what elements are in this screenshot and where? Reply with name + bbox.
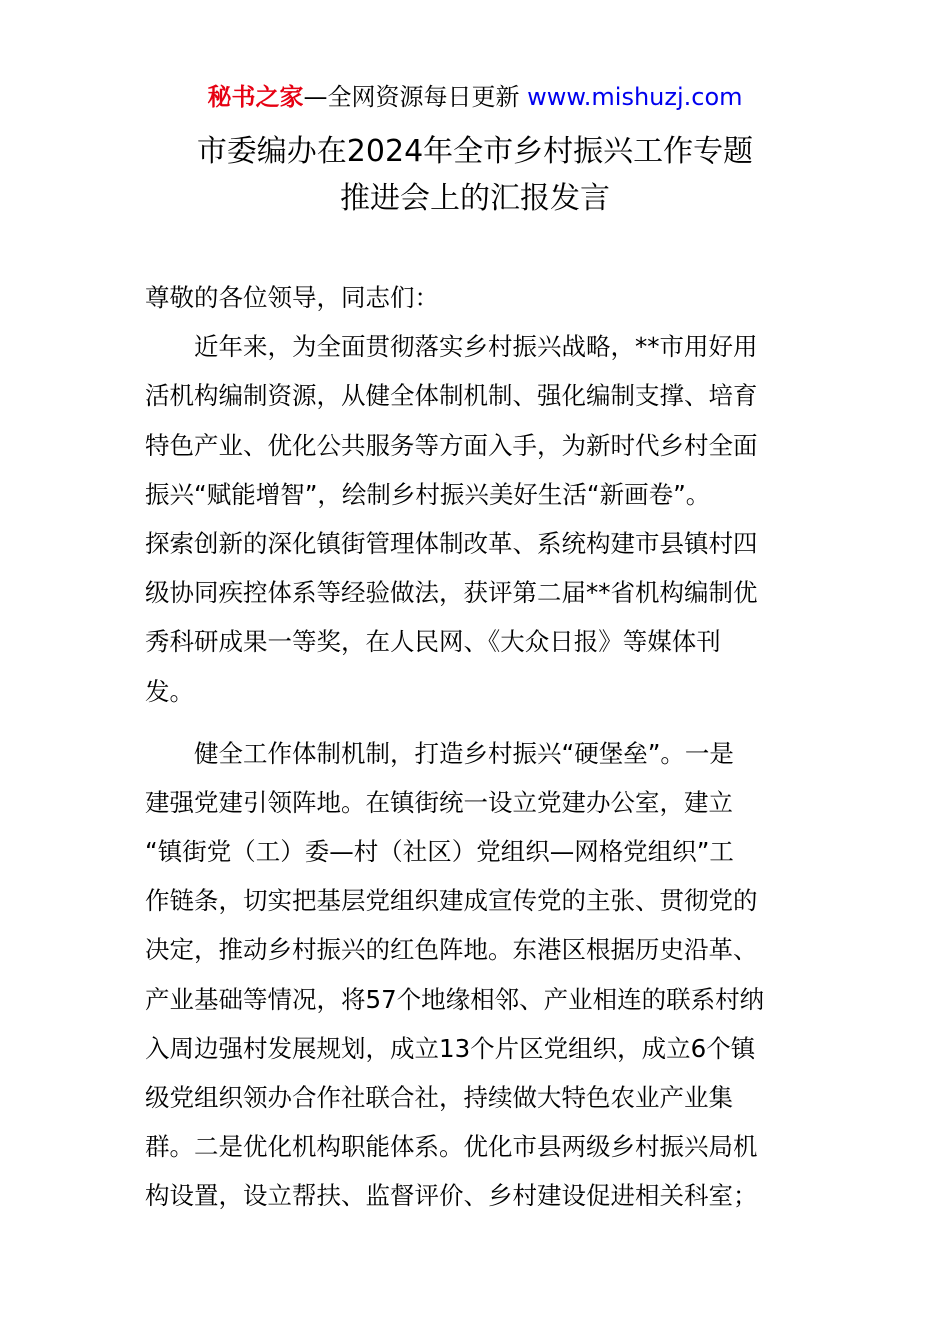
paragraph-line: 构设置，设立帮扶、监督评价、乡村建设促进相关科室；	[145, 1181, 758, 1211]
brand-name: 秘书之家	[207, 83, 304, 111]
title-line-1: 市委编办在2024年全市乡村振兴工作专题	[196, 134, 754, 169]
paragraph-line: “镇街党（工）委—村（社区）党组织—网格党组织”工	[145, 837, 734, 867]
paragraph-1	[145, 322, 810, 716]
paragraph-line: 决定，推动乡村振兴的红色阵地。东港区根据历史沿革、	[145, 935, 758, 965]
paragraph-line: 产业基础等情况，将57个地缘相邻、产业相连的联系村纳	[145, 984, 765, 1014]
paragraph-line: 近年来，为全面贯彻落实乡村振兴战略，**市用好用	[194, 332, 758, 362]
paragraph-line: 探索创新的深化镇街管理体制改革、系统构建市县镇村四	[145, 528, 758, 558]
paragraph-line: 建强党建引领阵地。在镇街统一设立党建办公室，建立	[145, 787, 733, 817]
paragraph-2	[145, 729, 810, 1221]
paragraph-line: 健全工作体制机制，打造乡村振兴“硬堡垒”。一是	[194, 738, 734, 768]
salutation: 尊敬的各位领导，同志们：	[145, 283, 439, 312]
paragraph-line: 级党组织领办合作社联合社，持续做大特色农业产业集	[145, 1083, 733, 1112]
site-url-link[interactable]: www.mishuzj.com	[527, 83, 743, 111]
paragraph-spacer	[145, 716, 810, 729]
paragraph-line: 级协同疾控体系等经验做法，获评第二届**省机构编制优	[145, 578, 758, 608]
title-line-2: 推进会上的汇报发言	[340, 181, 610, 216]
paragraph-line: 振兴“赋能增智”，绘制乡村振兴美好生活“新画卷”。	[145, 479, 711, 509]
paragraph-line: 群。二是优化机构职能体系。优化市县两级乡村振兴局机	[145, 1132, 758, 1162]
site-tagline: —全网资源每日更新	[303, 83, 528, 111]
paragraph-line: 活机构编制资源，从健全体制机制、强化编制支撑、培育	[145, 381, 758, 411]
paragraph-line: 作链条，切实把基层党组织建成宣传党的主张、贯彻党的	[145, 886, 758, 916]
paragraph-line: 特色产业、优化公共服务等方面入手，为新时代乡村全面	[145, 430, 758, 460]
document-body	[145, 273, 810, 1221]
paragraph-line: 入周边强村发展规划，成立13个片区党组织，成立6个镇	[145, 1033, 756, 1063]
site-header	[0, 80, 950, 114]
document-title	[0, 128, 950, 222]
paragraph-line: 秀科研成果一等奖，在人民网、《大众日报》等媒体刊	[145, 627, 721, 657]
paragraph-line: 发。	[145, 676, 194, 706]
